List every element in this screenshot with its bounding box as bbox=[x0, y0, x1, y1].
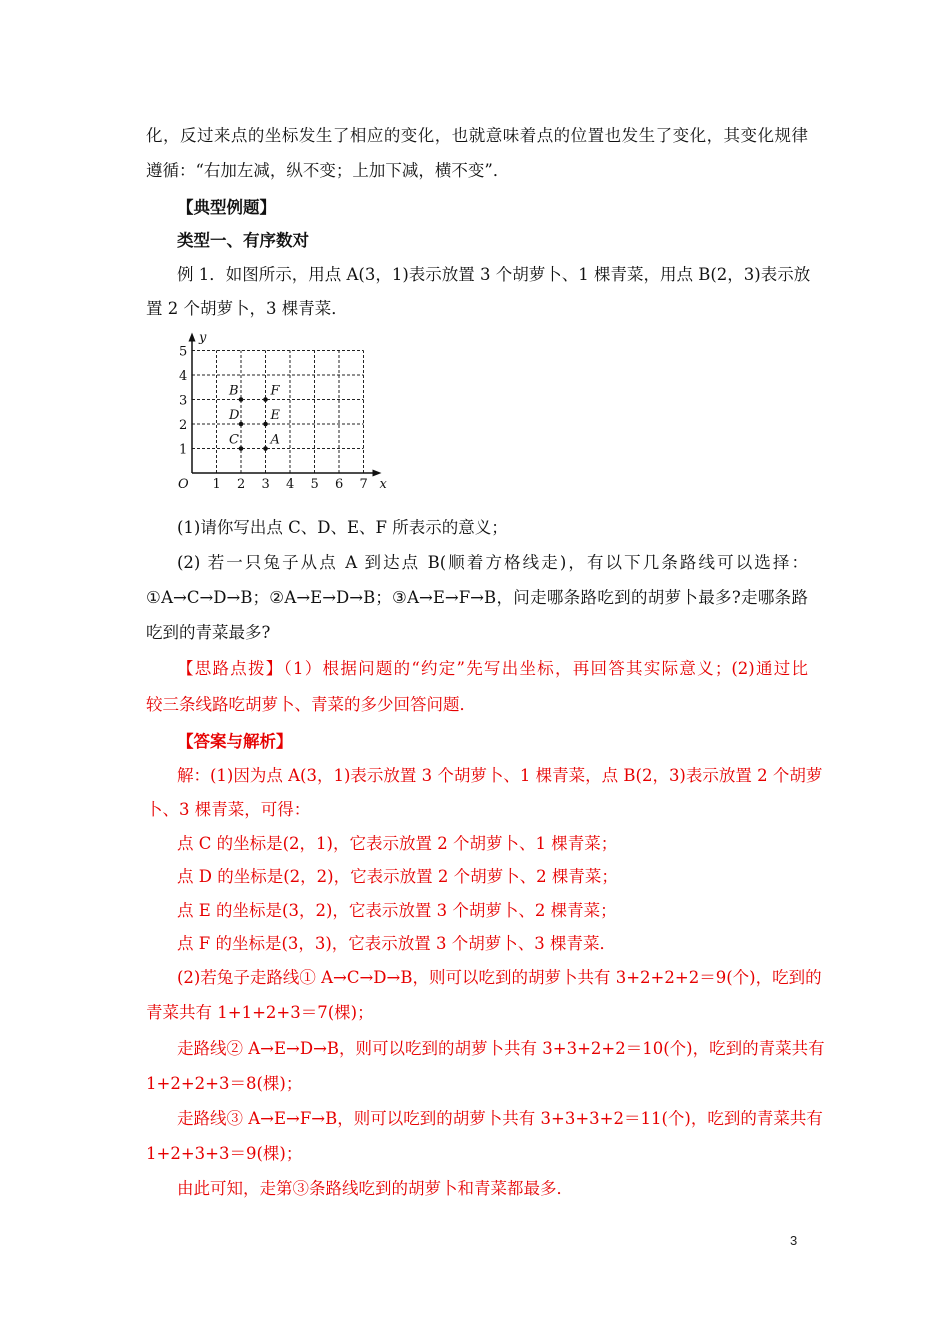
point-f-label: F bbox=[270, 383, 280, 399]
page-number: 3 bbox=[790, 1233, 798, 1248]
answer-line-3: 点 C 的坐标是(2，1)，它表示放置 2 个胡萝卜、1 棵青菜； bbox=[177, 834, 618, 853]
point-a-marker bbox=[263, 446, 268, 451]
x-tick-label: 3 bbox=[261, 477, 270, 492]
example-line-1: 例 1．如图所示，用点 A(3，1)表示放置 3 个胡萝卜、1 棵青菜，用点 B(2，3)表示放 bbox=[177, 265, 811, 284]
answer-line-8: 青菜共有 1+1+2+3＝7(棵)； bbox=[146, 1003, 374, 1022]
x-tick-label: 6 bbox=[335, 477, 344, 492]
type-heading: 类型一、有序数对 bbox=[177, 231, 309, 250]
intro-line-2: 遵循：“右加左减，纵不变；上加下减，横不变”． bbox=[146, 161, 510, 180]
point-f-marker bbox=[263, 397, 268, 402]
point-a-label: A bbox=[270, 432, 280, 448]
answer-line-6: 点 F 的坐标是(3，3)，它表示放置 3 个胡萝卜、3 棵青菜． bbox=[177, 934, 617, 953]
y-axis-label: y bbox=[199, 330, 207, 346]
hint-line-2: 较三条线路吃胡萝卜、青菜的多少回答问题． bbox=[146, 695, 476, 714]
point-e-label: E bbox=[270, 408, 280, 423]
y-tick-label: 3 bbox=[179, 393, 188, 409]
x-tick-label: 5 bbox=[310, 477, 319, 492]
answer-line-4: 点 D 的坐标是(2，2)，它表示放置 2 个胡萝卜、2 棵青菜； bbox=[177, 867, 618, 886]
answer-line-7: (2)若兔子走路线① A→C→D→B，则可以吃到的胡萝卜共有 3+2+2+2＝9(个)，吃到的 bbox=[177, 968, 822, 987]
x-tick-label: 7 bbox=[359, 477, 368, 492]
y-tick-label: 2 bbox=[179, 418, 188, 433]
x-axis-arrow bbox=[373, 470, 382, 477]
answer-title: 【答案与解析】 bbox=[177, 732, 293, 751]
question-2-line-2: ①A→C→D→B；②A→E→D→B；③A→E→F→B，问走哪条路吃到的胡萝卜最多?走哪条路 bbox=[146, 588, 808, 607]
answer-line-13: 由此可知，走第③条路线吃到的胡萝卜和青菜都最多． bbox=[177, 1179, 573, 1198]
origin-label: O bbox=[178, 477, 189, 492]
point-c-marker bbox=[239, 446, 244, 451]
intro-line-1: 化，反过来点的坐标发生了相应的变化，也就意味着点的位置也发生了变化，其变化规律 bbox=[146, 126, 808, 145]
point-d-label: D bbox=[229, 408, 240, 423]
answer-line-1: 解：(1)因为点 A(3，1)表示放置 3 个胡萝卜、1 棵青菜，点 B(2，3)表示放置 2 个胡萝 bbox=[177, 766, 823, 785]
x-tick-label: 1 bbox=[212, 477, 221, 492]
example-line-2: 置 2 个胡萝卜，3 棵青菜． bbox=[146, 299, 348, 318]
question-2-line-1: (2) 若一只兔子从点 A 到达点 B(顺着方格线走)，有以下几条路线可以选择： bbox=[177, 553, 808, 572]
point-c-label: C bbox=[229, 432, 239, 448]
hint-line-1: 【思路点拨】（1）根据问题的“约定”先写出坐标，再回答其实际意义；(2)通过比 bbox=[177, 659, 808, 678]
point-b-marker bbox=[239, 397, 244, 402]
x-axis-label: x bbox=[379, 477, 387, 492]
answer-line-10: 1+2+2+3＝8(棵)； bbox=[146, 1074, 303, 1093]
x-tick-label: 4 bbox=[286, 477, 295, 492]
x-tick-label: 2 bbox=[237, 477, 246, 492]
point-e-marker bbox=[263, 422, 268, 427]
y-tick-label: 1 bbox=[179, 442, 188, 458]
section-title: 【典型例题】 bbox=[177, 198, 276, 217]
answer-line-2: 卜、3 棵青菜，可得： bbox=[146, 800, 311, 819]
question-2-line-3: 吃到的青菜最多? bbox=[146, 623, 271, 642]
point-b-label: B bbox=[229, 383, 239, 399]
axes bbox=[178, 331, 388, 493]
points bbox=[228, 384, 281, 451]
answer-line-9: 走路线② A→E→D→B，则可以吃到的胡萝卜共有 3+3+2+2＝10(个)，吃到的青菜共有 bbox=[177, 1039, 825, 1058]
coordinate-grid-figure bbox=[170, 330, 385, 495]
y-tick-label: 4 bbox=[179, 369, 188, 384]
question-1: (1)请你写出点 C、D、E、F 所表示的意义； bbox=[177, 518, 508, 537]
y-axis-arrow bbox=[189, 333, 196, 342]
answer-line-11: 走路线③ A→E→F→B，则可以吃到的胡萝卜共有 3+3+3+2＝11(个)，吃到的青菜共有 bbox=[177, 1109, 823, 1128]
answer-line-12: 1+2+3+3＝9(棵)； bbox=[146, 1144, 303, 1163]
answer-line-5: 点 E 的坐标是(3，2)，它表示放置 3 个胡萝卜、2 棵青菜； bbox=[177, 901, 617, 920]
y-tick-label: 5 bbox=[179, 344, 188, 360]
